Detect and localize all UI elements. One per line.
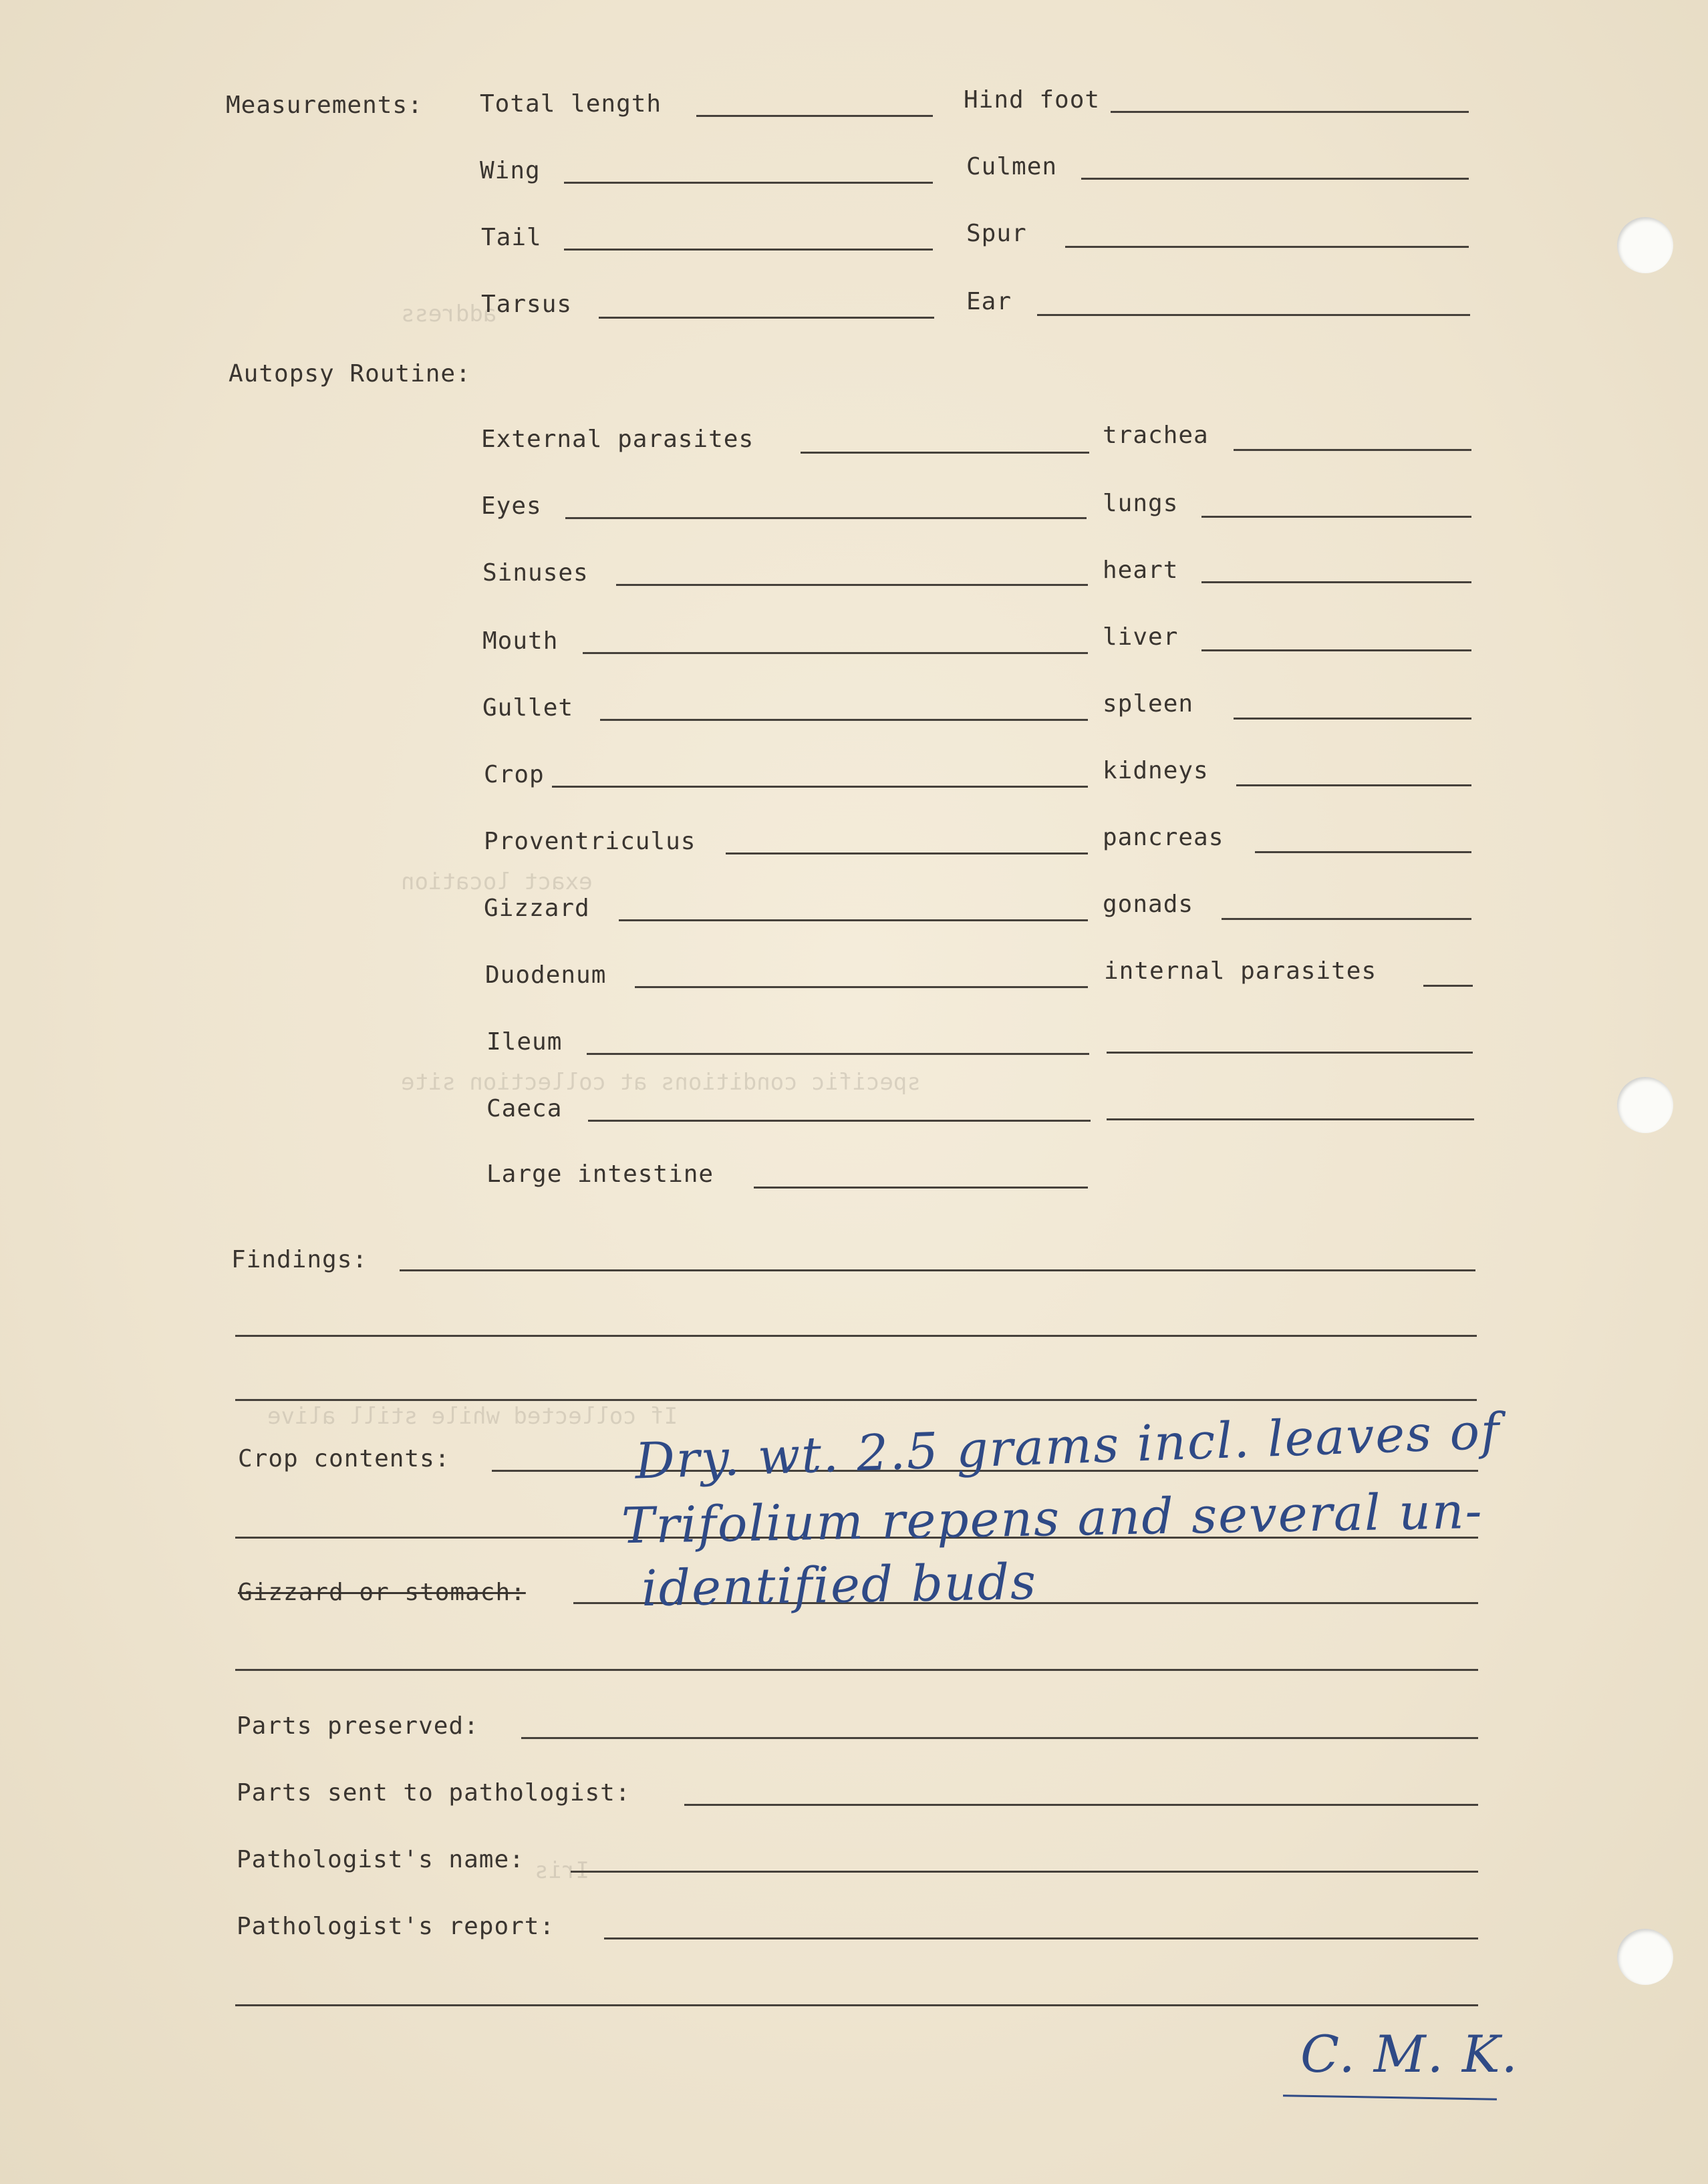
findings-label: Findings: <box>231 1246 368 1273</box>
autopsy-right-field[interactable] <box>1236 784 1471 786</box>
autopsy-left-item: Gizzard <box>484 895 590 922</box>
pathologist-report-field[interactable] <box>604 1937 1478 1939</box>
autopsy-right-field[interactable] <box>1222 918 1471 920</box>
bleed-through-text: If collected while still alive <box>267 1403 678 1430</box>
findings-field[interactable] <box>235 1399 1477 1401</box>
autopsy-right-field[interactable] <box>1234 449 1471 451</box>
gizzard-stomach-label: Gizzard or stomach: <box>238 1579 526 1606</box>
tail-field[interactable] <box>564 249 933 251</box>
bleed-through-text: exact location <box>401 869 593 895</box>
autopsy-right-item: gonads <box>1103 891 1194 918</box>
autopsy-left-field[interactable] <box>552 786 1088 788</box>
autopsy-left-item: Duodenum <box>485 961 607 989</box>
autopsy-left-item: Caeca <box>486 1095 563 1122</box>
autopsy-right-field[interactable] <box>1423 985 1473 987</box>
crop-contents-label: Crop contents: <box>238 1445 450 1472</box>
ear-label: Ear <box>966 288 1012 315</box>
tail-label: Tail <box>481 224 542 251</box>
gizzard-stomach-field[interactable] <box>235 1669 1478 1671</box>
findings-field[interactable] <box>235 1335 1477 1337</box>
autopsy-left-field[interactable] <box>587 1053 1089 1055</box>
culmen-label: Culmen <box>966 153 1058 180</box>
culmen-field[interactable] <box>1081 178 1469 180</box>
parts-preserved-label: Parts preserved: <box>237 1712 479 1740</box>
autopsy-right-item: kidneys <box>1103 757 1209 784</box>
parts-sent-label: Parts sent to pathologist: <box>237 1779 631 1807</box>
wing-label: Wing <box>480 157 541 184</box>
autopsy-right-item: pancreas <box>1103 824 1224 851</box>
autopsy-right-field[interactable] <box>1201 649 1471 651</box>
tarsus-field[interactable] <box>599 317 934 319</box>
punch-hole-middle <box>1617 1077 1673 1133</box>
pathologist-name-label: Pathologist's name: <box>237 1846 525 1873</box>
autopsy-left-field[interactable] <box>726 852 1088 854</box>
autopsy-right-field[interactable] <box>1201 581 1471 583</box>
autopsy-right-field[interactable] <box>1107 1118 1474 1120</box>
spur-field[interactable] <box>1065 246 1469 248</box>
autopsy-right-field[interactable] <box>1107 1052 1473 1054</box>
autopsy-left-field[interactable] <box>616 584 1088 586</box>
total-length-label: Total length <box>480 90 662 118</box>
handwritten-crop-line-1: Dry. wt. 2.5 grams incl. leaves of <box>633 1402 1502 1491</box>
autopsy-left-field[interactable] <box>565 517 1087 519</box>
autopsy-left-item: Gullet <box>482 694 574 722</box>
bleed-through-text: Iris <box>535 1857 589 1884</box>
autopsy-right-item: lungs <box>1103 490 1179 517</box>
pathologist-report-field[interactable] <box>235 2004 1478 2006</box>
autopsy-left-field[interactable] <box>588 1120 1091 1122</box>
parts-sent-field[interactable] <box>684 1804 1478 1806</box>
autopsy-right-field[interactable] <box>1255 851 1471 853</box>
pathologist-name-field[interactable] <box>571 1871 1478 1873</box>
autopsy-left-item: Mouth <box>482 627 559 655</box>
autopsy-left-item: External parasites <box>481 426 754 453</box>
parts-preserved-field[interactable] <box>521 1737 1478 1739</box>
measurements-label: Measurements: <box>226 92 423 119</box>
autopsy-right-field[interactable] <box>1201 516 1471 518</box>
pathologist-report-label: Pathologist's report: <box>237 1913 555 1940</box>
hind-foot-label: Hind foot <box>964 86 1101 114</box>
wing-field[interactable] <box>564 182 933 184</box>
autopsy-left-field[interactable] <box>600 719 1088 721</box>
autopsy-right-item: internal parasites <box>1104 957 1377 985</box>
autopsy-right-item: liver <box>1103 623 1179 651</box>
punch-hole-top <box>1617 217 1673 273</box>
tarsus-label: Tarsus <box>481 291 573 318</box>
autopsy-left-field[interactable] <box>754 1187 1088 1189</box>
hind-foot-field[interactable] <box>1111 111 1469 113</box>
bleed-through-text: specific conditions at collection site <box>401 1069 921 1096</box>
bleed-through-text: address <box>401 301 497 327</box>
autopsy-left-item: Eyes <box>481 492 542 520</box>
autopsy-right-field[interactable] <box>1234 718 1471 720</box>
autopsy-left-field[interactable] <box>583 652 1088 654</box>
autopsy-left-item: Sinuses <box>482 559 589 587</box>
handwritten-crop-line-2: Trifolium repens and several un- <box>621 1482 1484 1555</box>
autopsy-routine-label: Autopsy Routine: <box>229 360 471 387</box>
autopsy-right-item: trachea <box>1103 422 1209 449</box>
initials-underline <box>1283 2094 1497 2100</box>
ear-field[interactable] <box>1037 314 1470 316</box>
handwritten-initials: C. M. K. <box>1300 2024 1519 2084</box>
total-length-field[interactable] <box>696 115 933 117</box>
autopsy-left-field[interactable] <box>801 452 1089 454</box>
autopsy-left-item: Proventriculus <box>484 828 696 855</box>
autopsy-left-item: Large intestine <box>486 1160 714 1188</box>
handwritten-crop-line-3: identified buds <box>641 1553 1038 1618</box>
autopsy-right-item: spleen <box>1103 690 1194 718</box>
autopsy-left-field[interactable] <box>635 986 1088 988</box>
autopsy-left-item: Ileum <box>486 1028 563 1056</box>
autopsy-left-field[interactable] <box>619 919 1088 921</box>
autopsy-right-item: heart <box>1103 557 1179 584</box>
spur-label: Spur <box>966 220 1027 247</box>
autopsy-left-item: Crop <box>484 761 545 788</box>
punch-hole-bottom <box>1617 1929 1673 1985</box>
findings-field[interactable] <box>400 1269 1475 1271</box>
